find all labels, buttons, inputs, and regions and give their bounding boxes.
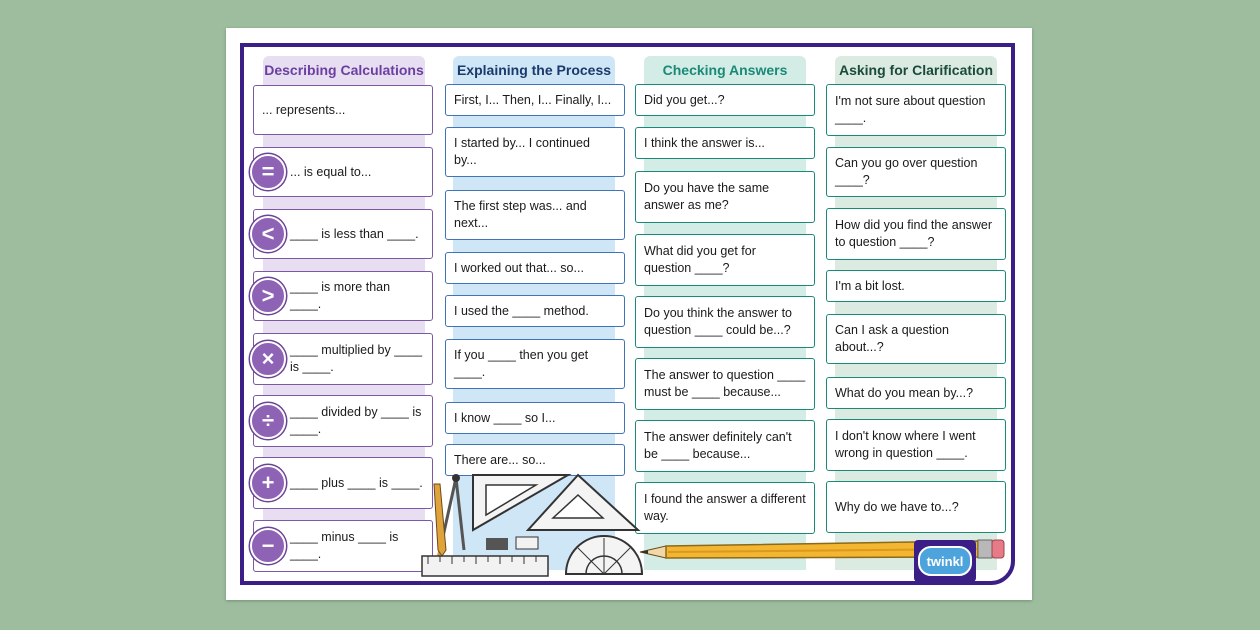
phrase-card: Did you get...? xyxy=(635,84,815,116)
logo-text: twinkl xyxy=(918,546,972,576)
phrase-card: First, I... Then, I... Finally, I... xyxy=(445,84,625,116)
phrase-card: Why do we have to...? xyxy=(826,481,1006,533)
phrase-card: I used the ____ method. xyxy=(445,295,625,327)
operator-symbol-icon: + xyxy=(250,465,286,501)
phrase-card: ____ is more than ____. xyxy=(253,271,433,321)
operator-symbol-icon: ÷ xyxy=(250,403,286,439)
phrase-card: Can you go over question ____? xyxy=(826,147,1006,197)
phrase-card: How did you find the answer to question ____? xyxy=(826,208,1006,260)
phrase-card: What did you get for question ____? xyxy=(635,234,815,286)
phrase-card: I don't know where I went wrong in question ____. xyxy=(826,419,1006,471)
phrase-card: I know ____ so I... xyxy=(445,402,625,434)
phrase-card: The answer to question ____ must be ____ because... xyxy=(635,358,815,410)
operator-symbol-icon: > xyxy=(250,278,286,314)
phrase-card: ____ minus ____ is ____. xyxy=(253,520,433,572)
phrase-card: If you ____ then you get ____. xyxy=(445,339,625,389)
phrase-card: The first step was... and next... xyxy=(445,190,625,240)
phrase-card: I'm a bit lost. xyxy=(826,270,1006,302)
sharpener-icon xyxy=(486,537,538,550)
column-title: Describing Calculations xyxy=(263,57,425,83)
phrase-card: ... represents... xyxy=(253,85,433,135)
twinkl-logo xyxy=(914,540,976,582)
column-title: Checking Answers xyxy=(644,57,806,83)
phrase-card: Can I ask a question about...? xyxy=(826,314,1006,364)
phrase-card: ____ multiplied by ____ is ____. xyxy=(253,333,433,385)
phrase-card: Do you think the answer to question ____ could be...? xyxy=(635,296,815,348)
phrase-card: I started by... I continued by... xyxy=(445,127,625,177)
operator-symbol-icon: − xyxy=(250,528,286,564)
protractor-icon xyxy=(566,536,642,574)
ruler-icon xyxy=(422,556,548,576)
operator-symbol-icon: × xyxy=(250,341,286,377)
column-title: Explaining the Process xyxy=(453,57,615,83)
column-title: Asking for Clarification xyxy=(835,57,997,83)
phrase-card: What do you mean by...? xyxy=(826,377,1006,409)
phrase-card: ... is equal to... xyxy=(253,147,433,197)
pencil-small-icon xyxy=(434,484,446,556)
phrase-card: I found the answer a different way. xyxy=(635,482,815,534)
phrase-card: ____ plus ____ is ____. xyxy=(253,457,433,509)
operator-symbol-icon: < xyxy=(250,216,286,252)
phrase-card: Do you have the same answer as me? xyxy=(635,171,815,223)
phrase-card: I'm not sure about question ____. xyxy=(826,84,1006,136)
phrase-card: There are... so... xyxy=(445,444,625,476)
phrase-card: I worked out that... so... xyxy=(445,252,625,284)
operator-symbol-icon: = xyxy=(250,154,286,190)
phrase-card: ____ is less than ____. xyxy=(253,209,433,259)
phrase-card: ____ divided by ____ is ____. xyxy=(253,395,433,447)
phrase-card: The answer definitely can't be ____ because... xyxy=(635,420,815,472)
phrase-card: I think the answer is... xyxy=(635,127,815,159)
